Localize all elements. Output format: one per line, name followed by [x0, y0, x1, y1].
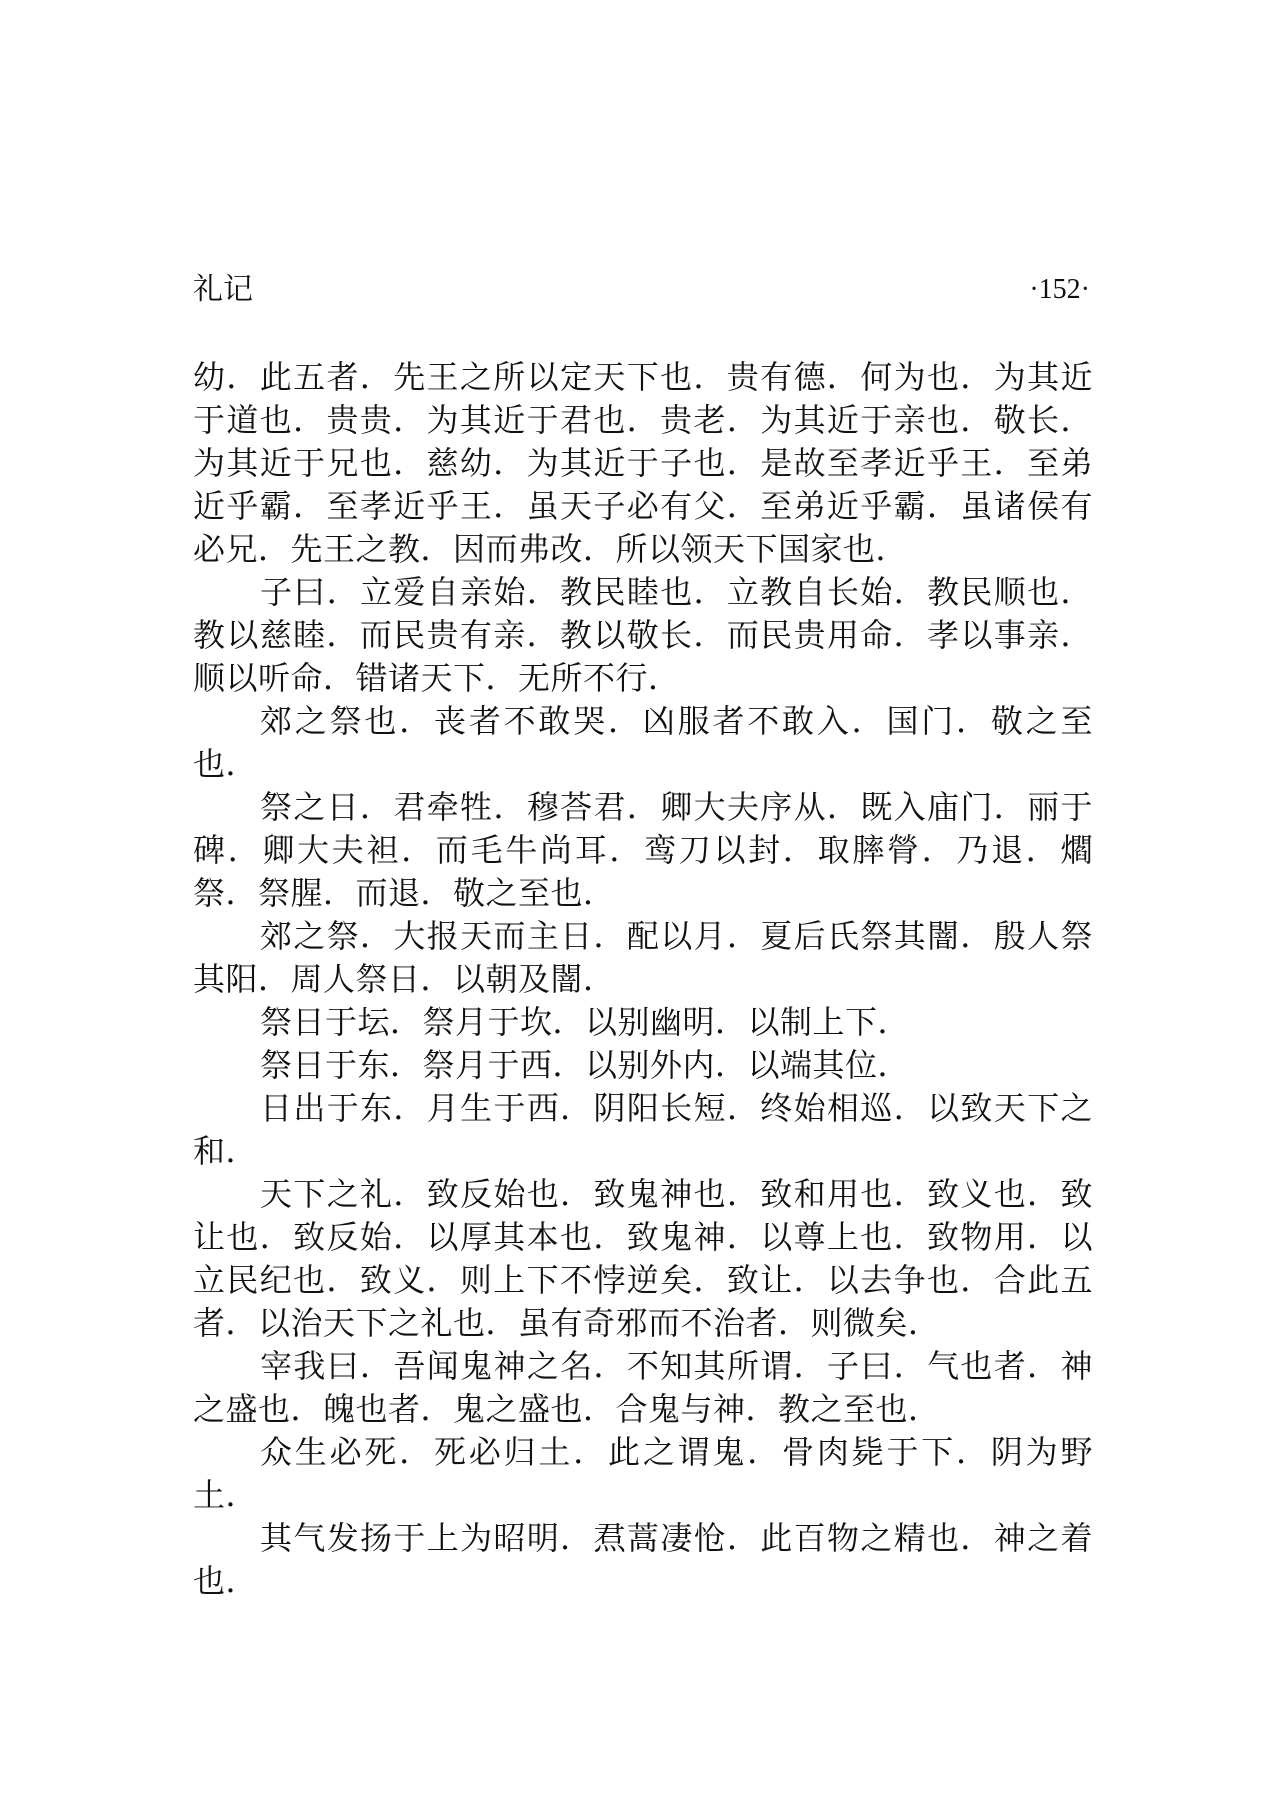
paragraph: 祭之日．君牵牲．穆荅君．卿大夫序从．既入庙门．丽于碑．卿大夫袒．而毛牛尚耳．鸾刀以封．取膟膋．乃退．爓祭．祭腥．而退．敬之至也． — [193, 788, 1093, 912]
page-number: ·152· — [1029, 274, 1090, 305]
paragraph: 天下之礼．致反始也．致鬼神也．致和用也．致义也．致让也．致反始．以厚其本也．致鬼神．以尊上也．致物用．以立民纪也．致义．则上下不悖逆矣．致让．以去争也．合此五者．以治天下之礼也．虽有奇邪而不治者．则微矣． — [193, 1175, 1093, 1342]
body-text — [193, 356, 1093, 1603]
page-header — [193, 270, 1090, 310]
paragraph: 郊之祭也．丧者不敢哭．凶服者不敢入．国门．敬之至也． — [193, 702, 1093, 783]
paragraph: 子曰．立爱自亲始．教民睦也．立教自长始．教民顺也．教以慈睦．而民贵有亲．教以敬长．而民贵用命．孝以事亲．顺以听命．错诸天下．无所不行． — [193, 573, 1093, 697]
paragraph: 郊之祭．大报天而主日．配以月．夏后氏祭其闇．殷人祭其阳．周人祭日．以朝及闇． — [193, 917, 1093, 998]
paragraph: 宰我曰．吾闻鬼神之名．不知其所谓．子曰．气也者．神之盛也．魄也者．鬼之盛也．合鬼与神．教之至也． — [193, 1347, 1093, 1428]
paragraph: 幼．此五者．先王之所以定天下也．贵有德．何为也．为其近于道也．贵贵．为其近于君也．贵老．为其近于亲也．敬长．为其近于兄也．慈幼．为其近于子也．是故至孝近乎王．至弟近乎霸．至孝近乎王．虽天子必有父．至弟近乎霸．虽诸侯有必兄．先王之教．因而弗改．所以领天下国家也． — [193, 358, 1093, 568]
paragraph: 其气发扬于上为昭明．焄蒿凄怆．此百物之精也．神之着也． — [193, 1519, 1093, 1600]
paragraph: 祭日于东．祭月于西．以别外内．以端其位． — [260, 1046, 911, 1084]
paragraph: 日出于东．月生于西．阴阳长短．终始相巡．以致天下之和． — [193, 1089, 1093, 1170]
paragraph: 众生必死．死必归土．此之谓鬼．骨肉毙于下．阴为野土． — [193, 1433, 1093, 1514]
paragraph: 祭日于坛．祭月于坎．以别幽明．以制上下． — [260, 1003, 911, 1041]
book-title: 礼记 — [193, 272, 253, 307]
